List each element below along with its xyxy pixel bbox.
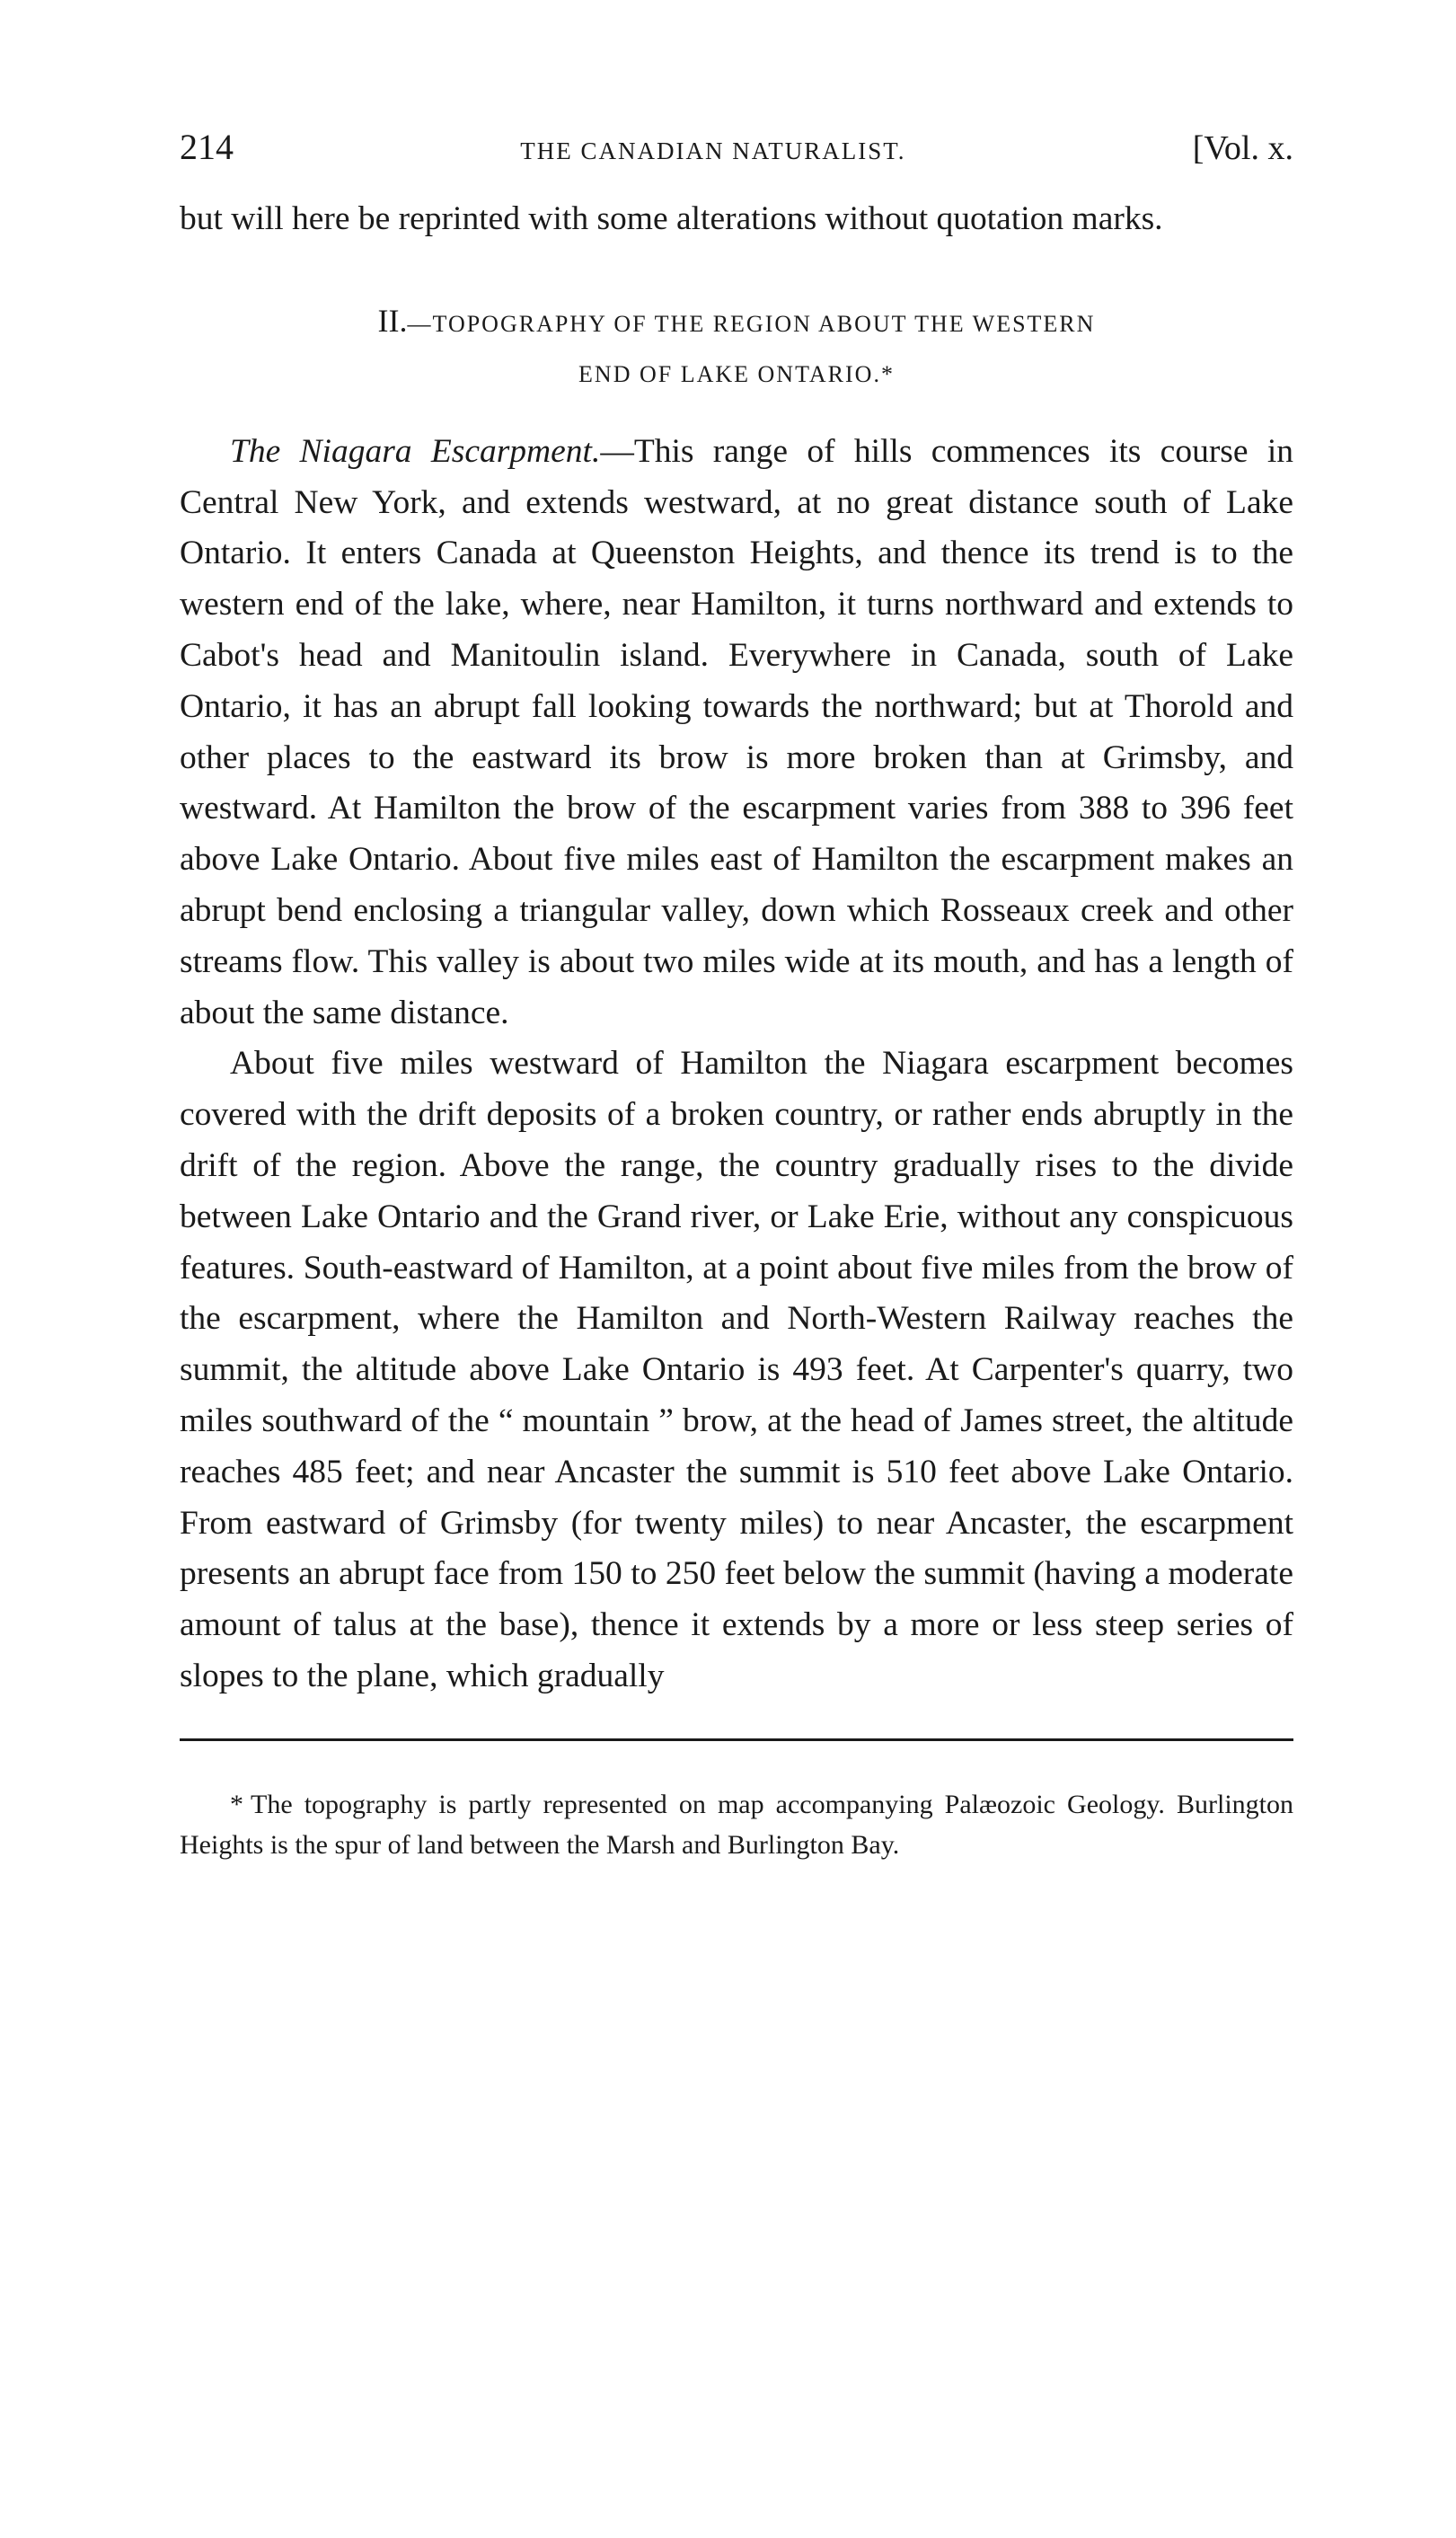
- section-heading: [180, 296, 1293, 400]
- page-number: 214: [180, 127, 234, 167]
- footnote-mark: *: [230, 1789, 243, 1819]
- volume-label: [Vol. x.: [1192, 129, 1293, 167]
- footnote: [180, 1784, 1293, 1865]
- section-title-line2: END OF LAKE ONTARIO.*: [578, 360, 895, 387]
- paragraph-drift-country: About five miles westward of Hamilton the Niagara escarpment becomes covered with the drift deposits of a broken country, or rather ends abruptly in the drift of the region. Above the range, the country gradually rises to the divide between Lake Ontario and the Grand river, or Lake Erie, without any conspicuous features. South-eastward of Hamilton, at a point about five miles from the brow of the escarpment, where the Hamilton and North-Western Railway reaches the summit, the altitude above Lake Ontario is 493 feet. At Carpenter's quarry, two miles southward of the “ mountain ” brow, at the head of James street, the altitude reaches 485 feet; and near Ancaster the summit is 510 feet above Lake Ontario. From eastward of Grimsby (for twenty miles) to near Ancaster, the escarpment presents an abrupt face from 150 to 250 feet below the summit (having a moderate amount of talus at the base), thence it extends by a more or less steep series of slopes to the plane, which gradually: [180, 1045, 1293, 1694]
- paragraph-text: —This range of hills commences its course in Central New York, and extends westward, at no great distance south of Lake Ontario. It enters Canada at Queenston Heights, and thence its trend is to the western end of the lake, where, near Hamilton, it turns northward and extends to Cabot's head and Manitoulin island. Everywhere in Canada, south of Lake Ontario, it has an abrupt fall looking towards the northward; but at Thorold and other places to the eastward its brow is more broken than at Grimsby, and westward. At Hamilton the brow of the escarpment varies from 388 to 396 feet above Lake Ontario. About five miles east of Hamilton the escarpment makes an abrupt bend enclosing a triangular valley, down which Rosseaux creek and other streams flow. This valley is about two miles wide at its mouth, and has a length of about the same distance.: [180, 432, 1293, 1031]
- paragraph-lead-italic: The Niagara Escarpment.: [230, 432, 601, 470]
- footnote-text: The topography is partly represented on map accompanying Palæozoic Geology. Burlington Heights is the spur of land between the Marsh and Burlington Bay.: [180, 1789, 1293, 1860]
- page: [180, 126, 1293, 1892]
- journal-title: THE CANADIAN NATURALIST.: [520, 137, 906, 164]
- section-numeral: II.: [377, 302, 408, 339]
- running-head: [180, 126, 1293, 189]
- section-title-line1: —TOPOGRAPHY OF THE REGION ABOUT THE WESTERN: [407, 310, 1096, 337]
- paragraph-niagara-escarpment: [180, 427, 1293, 1039]
- continuation-paragraph: but will here be reprinted with some alterations without quotation marks.: [180, 200, 1163, 237]
- footnote-rule: [180, 1738, 1293, 1741]
